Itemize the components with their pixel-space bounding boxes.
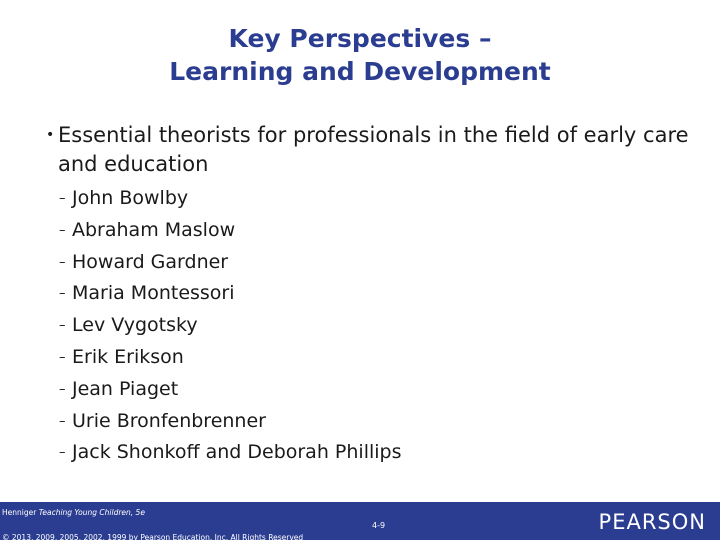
footer-book-title: Teaching Young Children, 5e: [38, 508, 145, 517]
list-item: [46, 437, 696, 469]
theorist-name: John Bowlby: [72, 187, 189, 209]
pearson-logo: PEARSON: [598, 510, 706, 534]
dash-marker: –: [59, 413, 66, 429]
theorist-name: Abraham Maslow: [72, 218, 236, 241]
list-item: [46, 183, 696, 215]
dash-marker: –: [59, 445, 66, 461]
main-bullet-text: Essential theorists for professionals in the field of early care and education: [58, 123, 689, 176]
dash-marker: –: [59, 318, 66, 334]
dash-marker: –: [59, 381, 66, 397]
dash-marker: –: [59, 254, 66, 270]
list-item: [46, 247, 696, 279]
theorist-name: Jean Piaget: [72, 377, 179, 400]
list-item: [46, 406, 696, 438]
dash-marker: –: [59, 349, 66, 365]
theorist-name: Maria Montessori: [72, 282, 235, 305]
theorist-name: Howard Gardner: [72, 250, 229, 273]
footer-citation: [2, 506, 303, 540]
theorist-name: Jack Shonkoff and Deborah Phillips: [72, 441, 402, 464]
theorist-list: [46, 183, 696, 469]
bullet-marker: •: [46, 127, 55, 143]
page-number: 4-9: [372, 521, 386, 530]
list-item: [46, 215, 696, 247]
slide-title: [0, 22, 720, 88]
list-item: [46, 310, 696, 342]
dash-marker: –: [59, 222, 66, 238]
footer-bar: [0, 502, 720, 540]
dash-marker: –: [59, 191, 66, 206]
list-item: [46, 374, 696, 406]
slide-content: [46, 121, 696, 469]
list-item: [46, 278, 696, 310]
footer-copyright: © 2013, 2009, 2005, 2002, 1999 by Pearson Education, Inc. All Rights Reserved: [2, 533, 304, 540]
title-line-2: Learning and Development: [169, 57, 551, 86]
footer-author: Henniger: [2, 508, 37, 517]
main-bullet: [46, 121, 696, 179]
dash-marker: –: [59, 286, 66, 302]
theorist-name: Urie Bronfenbrenner: [72, 409, 266, 432]
theorist-name: Erik Erikson: [72, 345, 184, 368]
list-item: [46, 342, 696, 374]
title-line-1: Key Perspectives –: [228, 24, 492, 53]
theorist-name: Lev Vygotsky: [72, 314, 198, 337]
